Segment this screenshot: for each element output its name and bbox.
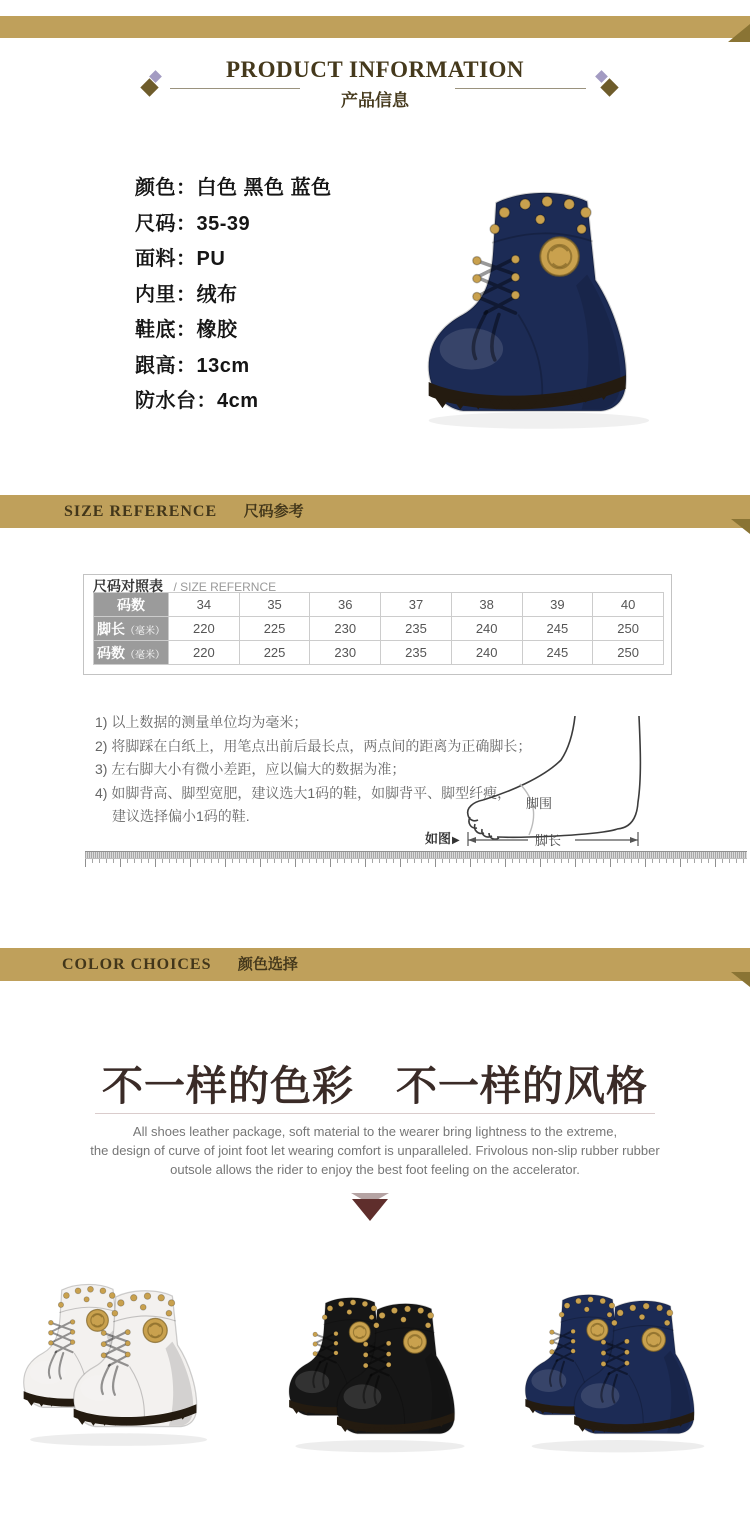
mm-cell: 235 — [381, 641, 452, 665]
note-line: 2) 将脚踩在白纸上，用笔点出前后最长点，两点间的距离为正确脚长； — [95, 737, 532, 754]
note-line: 建议选择偏小1码的鞋. — [112, 808, 250, 824]
size-cell: 37 — [381, 593, 452, 617]
top-ribbon — [0, 16, 750, 38]
size-ribbon-title-zh: 尺码参考 — [243, 503, 304, 520]
length-cell: 230 — [310, 617, 381, 641]
length-cell: 225 — [239, 617, 310, 641]
ruler-graphic — [85, 851, 747, 867]
color-ribbon-title-en: COLOR CHOICES — [62, 956, 212, 973]
size-cell: 34 — [169, 593, 240, 617]
hero-boot-image — [408, 178, 656, 433]
mm-cell: 225 — [239, 641, 310, 665]
size-cell: 40 — [593, 593, 664, 617]
mm-cell: 250 — [593, 641, 664, 665]
size-chart-panel — [83, 574, 672, 675]
as-shown-label: 如图 — [425, 831, 452, 846]
row-header: 码数（毫米） — [94, 641, 169, 665]
row-header: 码数 — [94, 593, 169, 617]
spec-list — [135, 171, 332, 420]
spec-item-platform: 防水台：4cm — [135, 390, 259, 412]
table-row-sizemm — [94, 641, 664, 665]
size-chart-title-zh: 尺码对照表 — [93, 578, 163, 594]
mm-cell: 245 — [522, 641, 593, 665]
variant-image-white — [12, 1272, 218, 1450]
ribbon-fold-icon — [728, 24, 750, 42]
size-chart-table — [93, 592, 664, 665]
color-ribbon-title-zh: 颜色选择 — [237, 956, 298, 973]
size-chart-title-en: / SIZE REFERNCE — [173, 580, 277, 594]
spec-item-lining: 内里：绒布 — [135, 283, 238, 306]
note-line: 3) 左右脚大小有微小差距，应以偏大的数据为准； — [95, 761, 406, 777]
size-cell: 35 — [239, 593, 310, 617]
length-cell: 245 — [522, 617, 593, 641]
length-label: 脚长 — [535, 833, 562, 848]
slogan-divider — [95, 1113, 655, 1114]
size-reference-ribbon — [0, 495, 750, 528]
table-row-sizes — [94, 593, 664, 617]
spec-item-color: 颜色：白色 黑色 蓝色 — [135, 177, 332, 199]
row-header: 脚长（毫米） — [94, 617, 169, 641]
mm-cell: 220 — [169, 641, 240, 665]
table-row-footlength — [94, 617, 664, 641]
spec-item-material: 面料：PU — [135, 248, 226, 270]
triangle-ornament-dark — [352, 1199, 388, 1221]
slogan-heading: 不一样的色彩 不一样的风格 — [102, 1063, 648, 1109]
spec-item-heel: 跟高：13cm — [135, 354, 250, 377]
spec-item-sole: 鞋底：橡胶 — [135, 319, 238, 341]
color-choices-ribbon — [0, 948, 750, 981]
variant-image-navy — [514, 1283, 715, 1456]
product-description — [0, 1122, 750, 1179]
description-line: the design of curve of joint foot let wearing comfort is unparalleled. Frivolous non-slip rubber rubber — [90, 1143, 660, 1158]
size-ribbon-title-en: SIZE REFERENCE — [64, 503, 218, 520]
size-chart-title — [84, 575, 671, 592]
page-title-zh: 产品信息 — [341, 91, 409, 110]
as-shown-arrow-icon: ▶ — [452, 835, 460, 846]
foot-measure-diagram — [423, 716, 665, 848]
size-cell: 36 — [310, 593, 381, 617]
description-line: All shoes leather package, soft material to the wearer bring lightness to the extreme, — [132, 1124, 618, 1139]
girth-label: 脚围 — [526, 796, 553, 811]
mm-cell: 230 — [310, 641, 381, 665]
ribbon-fold-icon — [731, 519, 750, 534]
note-line: 1) 以上数据的测量单位均为毫米； — [95, 714, 308, 730]
header-rule-right — [455, 88, 586, 89]
variant-image-black — [278, 1286, 475, 1456]
header-rule-left — [170, 88, 300, 89]
length-cell: 220 — [169, 617, 240, 641]
description-line: outsole allows the rider to enjoy the best foot feeling on the accelerator. — [170, 1162, 580, 1177]
length-cell: 235 — [381, 617, 452, 641]
mm-cell: 240 — [451, 641, 522, 665]
size-cell: 38 — [451, 593, 522, 617]
ruler-band — [85, 851, 747, 859]
size-cell: 39 — [522, 593, 593, 617]
product-info-header — [0, 57, 750, 111]
note-line: 4) 如脚背高、脚型宽肥，建议选大1码的鞋，如脚背平、脚型纤瘦， — [95, 784, 512, 801]
ruler-ticks — [85, 859, 747, 867]
length-cell: 240 — [451, 617, 522, 641]
ribbon-fold-icon — [731, 972, 750, 987]
page-title: PRODUCT INFORMATION — [225, 57, 525, 82]
length-cell: 250 — [593, 617, 664, 641]
spec-item-size: 尺码：35-39 — [135, 212, 251, 235]
